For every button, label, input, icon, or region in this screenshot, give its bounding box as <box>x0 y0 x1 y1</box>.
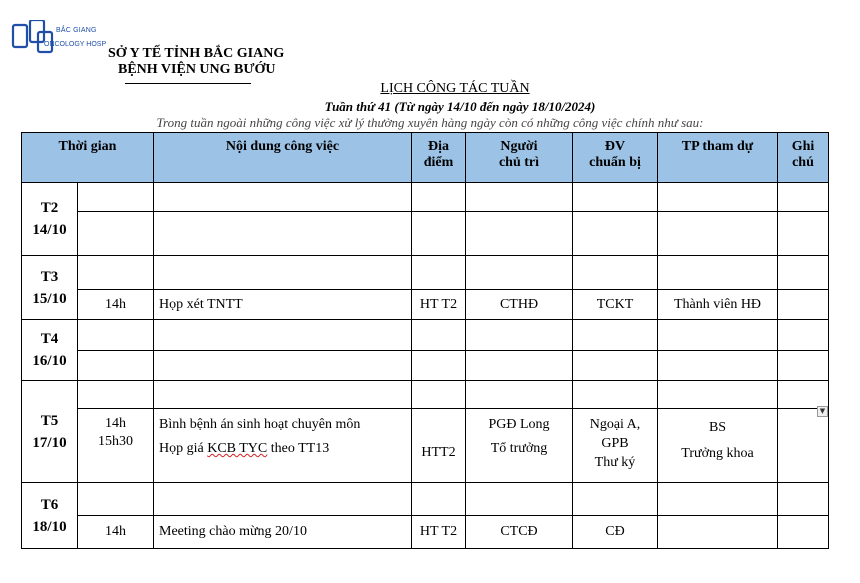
day-cell-t4: T4 16/10 <box>22 320 78 381</box>
col-header-prep: ĐV chuẩn bị <box>573 133 658 183</box>
cell-host: CTCĐ <box>466 516 573 549</box>
day-cell-t6: T6 18/10 <box>22 483 78 549</box>
cell-attend: Thành viên HĐ <box>658 290 778 320</box>
table-row <box>22 516 829 549</box>
cell-content: Bình bệnh án sinh hoạt chuyên môn Họp giá KCB TYC theo TT13 <box>154 409 412 483</box>
page-subtitle-text: Tuần thứ 41 (Từ ngày 14/10 đến ngày 18/10/2024) <box>324 99 596 114</box>
col-header-host: Người chủ trì <box>466 133 573 183</box>
cell-attend: BS Trưởng khoa <box>658 409 778 483</box>
table-row <box>22 381 829 409</box>
page-title-text: LỊCH CÔNG TÁC TUẦN <box>380 81 530 96</box>
hospital-logo <box>10 20 110 60</box>
header-row <box>22 133 829 183</box>
table-row <box>22 212 829 256</box>
day-cell-t3: T3 15/10 <box>22 256 78 320</box>
org-department: SỞ Y TẾ TỈNH BẮC GIANG <box>108 46 285 61</box>
cell-prep: CĐ <box>573 516 658 549</box>
col-header-note: Ghi chú <box>778 133 829 183</box>
cell-time: 14h <box>78 290 154 320</box>
page-title <box>0 81 860 97</box>
table-row <box>22 256 829 290</box>
table-row <box>22 290 829 320</box>
cell-prep: Ngoại A, GPB Thư ký <box>573 409 658 483</box>
col-header-content: Nội dung công việc <box>154 133 412 183</box>
logo-text: BẮC GIANG <box>56 27 97 34</box>
cell-place: HT T2 <box>412 290 466 320</box>
cell-host: PGĐ Long Tổ trưởng <box>466 409 573 483</box>
intro-text-span: Trong tuần ngoài những công việc xử lý thường xuyên hàng ngày còn có những công việc chính như sau: <box>156 115 704 130</box>
cell-time: 14h 15h30 <box>78 409 154 483</box>
day-cell-t5: T5 17/10 <box>22 381 78 483</box>
cell-place: HTT2 <box>412 409 466 483</box>
cell-prep: TCKT <box>573 290 658 320</box>
table-row <box>22 320 829 351</box>
spellcheck-word: KCB TYC <box>207 441 268 456</box>
table-row <box>22 183 829 212</box>
page-subtitle <box>0 99 860 115</box>
cell-content: Họp xét TNTT <box>154 290 412 320</box>
logo-subtext: ONCOLOGY HOSP <box>44 41 107 48</box>
table-row <box>22 409 829 483</box>
col-header-time: Thời gian <box>22 133 154 183</box>
cell-content: Meeting chào mừng 20/10 <box>154 516 412 549</box>
dropdown-arrow-icon[interactable]: ▼ <box>817 406 828 417</box>
cell-host: CTHĐ <box>466 290 573 320</box>
col-header-place: Địa điểm <box>412 133 466 183</box>
table-row <box>22 351 829 381</box>
schedule-table <box>21 132 829 549</box>
cell-place: HT T2 <box>412 516 466 549</box>
cell-time: 14h <box>78 516 154 549</box>
table-row <box>22 483 829 516</box>
col-header-attend: TP tham dự <box>658 133 778 183</box>
intro-text <box>0 115 860 131</box>
org-hospital: BỆNH VIỆN UNG BƯỚU <box>118 62 276 77</box>
day-cell-t2: T2 14/10 <box>22 183 78 256</box>
